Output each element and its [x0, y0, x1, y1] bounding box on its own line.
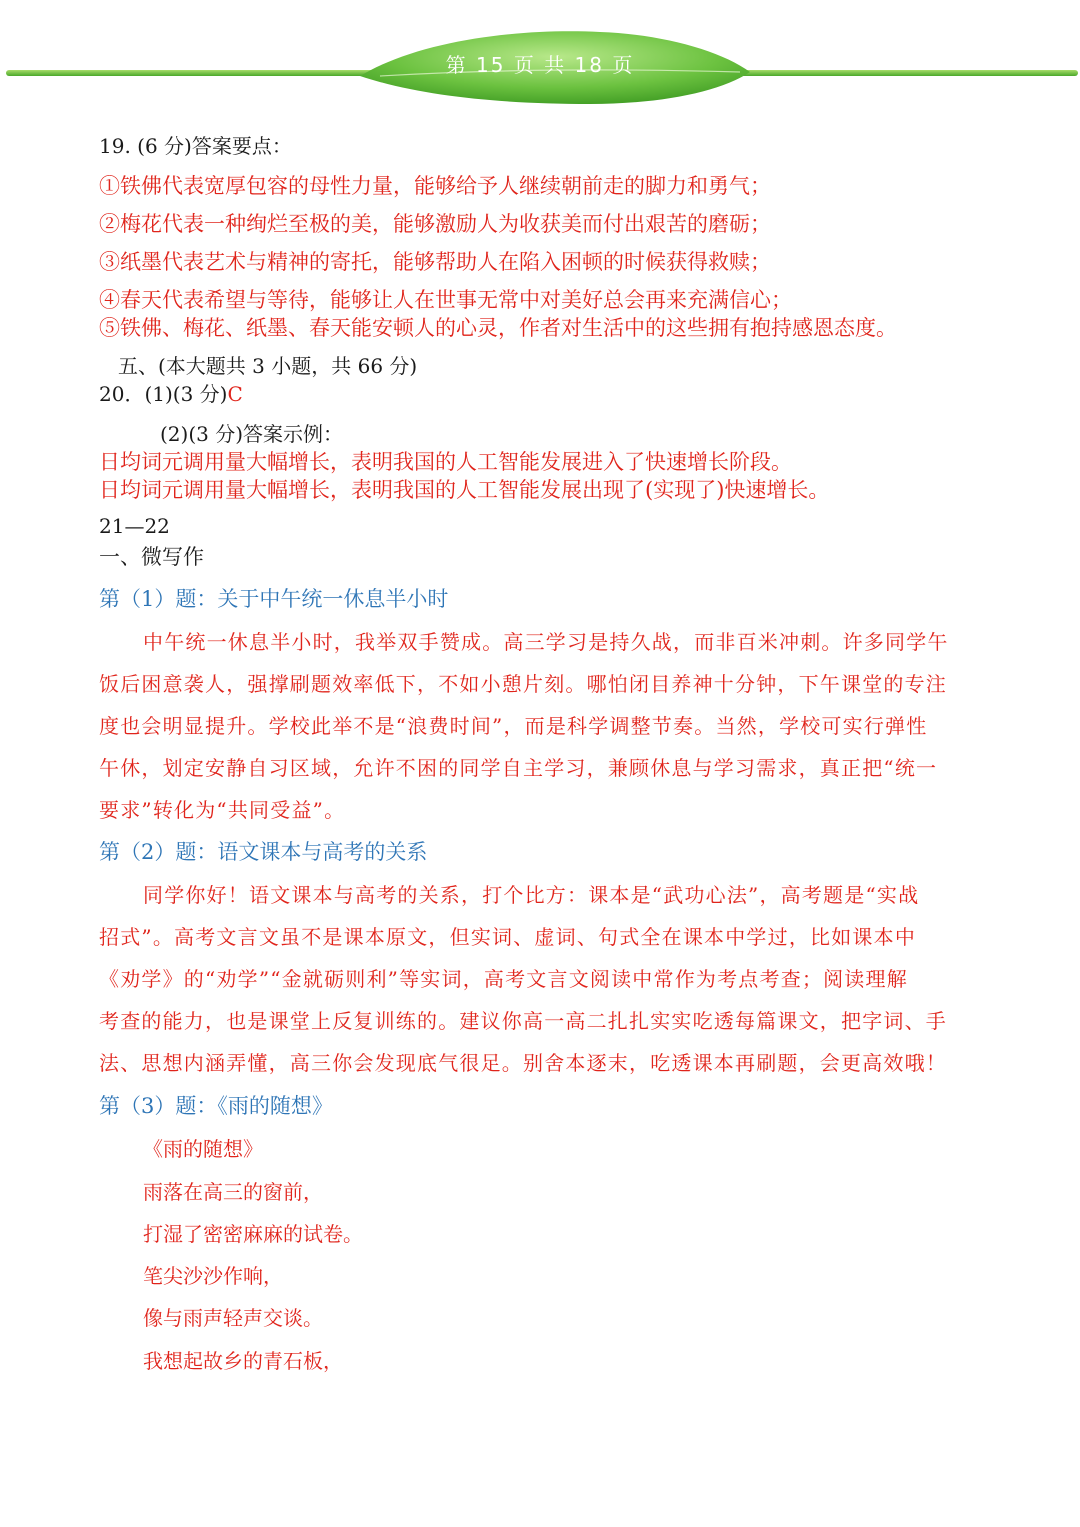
topic-1-line: 饭后困意袭人，强撑刷题效率低下，不如小憩片刻。哪怕闭目养神十分钟，下午课堂的专注	[99, 672, 947, 696]
page-number: 第 15 页 共 18 页	[445, 53, 635, 77]
q20-part2-label: (2)(3 分)答案示例：	[160, 422, 344, 446]
q20-example-2: 日均词元调用量大幅增长，表明我国的人工智能发展出现了(实现了)快速增长。	[99, 478, 830, 502]
topic-2-line: 同学你好！语文课本与高考的关系，打个比方：课本是“武功心法”，高考题是“实战	[143, 883, 920, 907]
micro-writing-heading: 一、微写作	[99, 545, 204, 569]
topic-2-title: 第（2）题：语文课本与高考的关系	[99, 840, 428, 864]
poem-line: 打湿了密密麻麻的试卷。	[143, 1222, 363, 1246]
q19-point-4: ④春天代表希望与等待，能够让人在世事无常中对美好总会再来充满信心；	[99, 288, 792, 312]
q19-point-5: ⑤铁佛、梅花、纸墨、春天能安顿人的心灵，作者对生活中的这些拥有抱持感恩态度。	[99, 316, 897, 340]
q19-point-3: ③纸墨代表艺术与精神的寄托，能够帮助人在陷入困顿的时候获得救赎；	[99, 250, 771, 274]
topic-1-line: 度也会明显提升。学校此举不是“浪费时间”，而是科学调整节奏。当然，学校可实行弹性	[99, 714, 928, 738]
topic-2-line: 法、思想内涵弄懂，高三你会发现底气很足。别舍本逐末，吃透课本再刷题，会更高效哦！	[99, 1051, 947, 1075]
q19-title: 19. (6 分)答案要点：	[99, 134, 292, 158]
topic-1-line: 要求”转化为“共同受益”。	[99, 798, 346, 822]
topic-3-title: 第（3）题：《雨的随想》	[99, 1094, 333, 1118]
q20-part1-label: 20．(1)(3 分)	[99, 382, 228, 406]
poem-title: 《雨的随想》	[143, 1137, 263, 1161]
poem-line: 笔尖沙沙作响，	[143, 1264, 283, 1288]
q20-example-1: 日均词元调用量大幅增长，表明我国的人工智能发展进入了快速增长阶段。	[99, 450, 792, 474]
poem-line: 像与雨声轻声交谈。	[143, 1306, 323, 1330]
topic-1-title: 第（1）题：关于中午统一休息半小时	[99, 587, 449, 611]
q19-point-2: ②梅花代表一种绚烂至极的美，能够激励人为收获美而付出艰苦的磨砺；	[99, 212, 771, 236]
q21-22-range: 21—22	[99, 514, 170, 538]
poem-line: 雨落在高三的窗前，	[143, 1180, 323, 1204]
topic-1-line: 中午统一休息半小时，我举双手赞成。高三学习是持久战，而非百米冲刺。许多同学午	[143, 630, 949, 654]
topic-2-line: 考查的能力，也是课堂上反复训练的。建议你高一高二扎扎实实吃透每篇课文，把字词、手	[99, 1009, 947, 1033]
poem-line: 我想起故乡的青石板，	[143, 1349, 343, 1373]
topic-2-line: 《劝学》的“劝学”“金就砺则利”等实词，高考文言文阅读中常作为考点考查；阅读理解	[99, 967, 908, 991]
topic-2-line: 招式”。高考文言文虽不是课本原文，但实词、虚词、句式全在课本中学过，比如课本中	[99, 925, 917, 949]
section5-title: 五、(本大题共 3 小题，共 66 分)	[118, 354, 418, 378]
q20-part1	[99, 378, 243, 407]
q20-part1-answer: C	[227, 382, 243, 406]
page-header	[0, 0, 1080, 130]
q19-point-1: ①铁佛代表宽厚包容的母性力量，能够给予人继续朝前走的脚力和勇气；	[99, 174, 771, 198]
topic-1-line: 午休，划定安静自习区域，允许不困的同学自主学习，兼顾休息与学习需求，真正把“统一	[99, 756, 938, 780]
